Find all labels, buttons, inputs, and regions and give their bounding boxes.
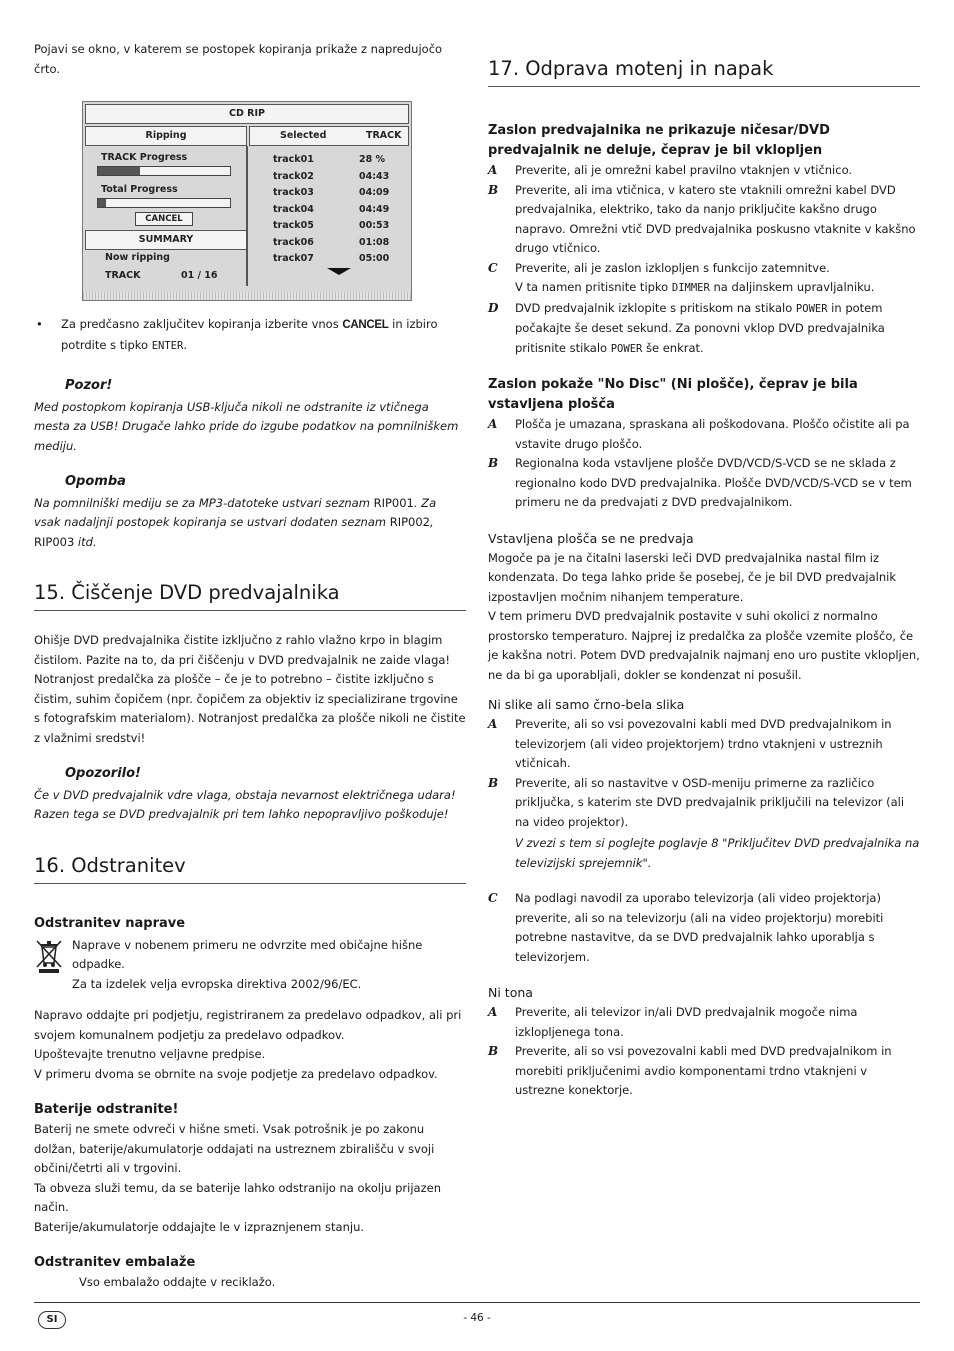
g5-item-a: [488, 1003, 920, 1042]
g2-heading: Zaslon pokaže "No Disc" (Ni plošče), čeprav je bila vstavljena plošča: [488, 377, 858, 412]
s16-p5: Ta obveza služi temu, da se baterije lahko odstranijo na okolju prijazen način.: [34, 1180, 441, 1214]
screen-ripping-header: Ripping: [85, 126, 247, 146]
bullet-text: in izbiro potrdite s tipko: [61, 317, 438, 352]
s16-p6: Baterije/akumulatorje oddajajte le v izpraznjenem stanju.: [34, 1219, 365, 1234]
g5-item-b: [488, 1042, 920, 1101]
pozor-title: Pozor!: [65, 378, 113, 393]
bullet-text: .: [183, 337, 187, 352]
screen-track-value: 28 %: [359, 154, 386, 165]
letter-a: A: [488, 1005, 498, 1019]
s16-sub-device: Odstranitev naprave: [34, 915, 186, 931]
g4-heading: Ni slike ali samo črno-bela slika: [488, 697, 685, 712]
opomba-text-part: ,: [430, 515, 434, 529]
g3-p1: Mogoče pa je na čitalni laserski leči DVD predvajalnika nastal film iz kondenzata. Do tega lahko pride še posebej, če je bil DVD predvajalnik izpostavljen močnim nihanjem temperature.: [488, 550, 896, 604]
keyword-power: POWER: [610, 342, 643, 355]
item-text: Na podlagi navodil za uporabo televizorja (ali video projektorja) preverite, ali so na televizorju (ali na video projektorju) morebiti potrebne nastavitve, da se DVD predvajalnik lahko uporablja s televizorjem.: [515, 891, 884, 964]
cd-rip-screenshot: [82, 101, 412, 301]
g1-item-a: [488, 161, 920, 181]
page-number: - 46 -: [463, 1312, 491, 1324]
g1-item-d: [488, 299, 920, 360]
item-text: Preverite, ali ima vtičnica, v katero ste vtaknili omrežni kabel DVD predvajalnika, elektriko, tako da nanjo priključite kakšno drugo napravo. Omrežni vtič DVD predvajalnika poskusno vtaknite v kakšno drugo vtičnico.: [515, 182, 916, 255]
keyword-power: POWER: [795, 302, 828, 315]
screen-track-value: 05:00: [359, 253, 390, 264]
g4-item-b: [488, 774, 920, 833]
g1-heading: Zaslon predvajalnika ne prikazuje ničesar/DVD predvajalnik ne deluje, čeprav je bil vklopljen: [488, 123, 830, 158]
item-text: Preverite, ali je zaslon izklopljen s funkcijo zatemnitve.: [515, 260, 830, 275]
screen-track-value: 04:43: [359, 170, 390, 182]
screen-track-count: 01 / 16: [181, 270, 218, 281]
s16-sub-batteries: Baterije odstranite!: [34, 1102, 179, 1117]
pozor-text: Med postopkom kopiranja USB-ključa nikoli ne odstranite iz vtičnega mesta za USB! Drugače lahko pride do izgube podatkov na pomnilniškem mediju.: [34, 399, 459, 453]
opomba-title: Opomba: [65, 474, 126, 489]
item-text: V ta namen pritisnite tipko: [515, 280, 672, 294]
bullet-keyword-enter: ENTER: [151, 339, 184, 352]
s16-p4: Baterij ne smete odvreči v hišne smeti. Vsak potrošnik je po zakonu dolžan, baterije/akumulatorje oddajati na ustreznem zbirališču v svoji občini/četrti ali v trgovini.: [34, 1122, 435, 1175]
screen-now-ripping: Now ripping: [105, 252, 170, 263]
screen-track-name: track05: [273, 220, 314, 231]
screen-cancel-button[interactable]: CANCEL: [135, 212, 193, 226]
g3-heading: Vstavljena plošča se ne predvaja: [488, 530, 694, 546]
s16-p7: Vso embalažo oddajte v reciklažo.: [79, 1275, 276, 1289]
weee-text-1: Naprave v nobenem primeru ne odvrzite med običajne hišne odpadke.: [72, 937, 423, 971]
scroll-down-arrow-icon[interactable]: [327, 268, 351, 275]
weee-text-2: Za ta izdelek velja evropska direktiva 2002/96/EC.: [72, 976, 362, 991]
g4-item-a: [488, 715, 920, 774]
intro-text: Pojavi se okno, v katerem se postopek kopiranja prikaže z napredujočo črto.: [34, 42, 443, 76]
screen-divider: [246, 146, 248, 286]
item-text: in potem počakajte še deset sekund. Za ponovni vklop DVD predvajalnika pritisnite stikalo: [515, 300, 885, 355]
g4-b-note: V zvezi s tem si poglejte poglavje 8 "Priključitev DVD predvajalnika na televizijski sprejemnik".: [515, 836, 920, 870]
screen-track-value: 00:53: [359, 220, 390, 231]
language-badge: SI: [38, 1311, 66, 1329]
section-17-title: 17. Odprava motenj in napak: [488, 56, 920, 87]
footer-rule: [34, 1302, 920, 1303]
screen-track-progress-bar: [97, 166, 231, 176]
letter-c: C: [488, 260, 498, 275]
s16-p3: V primeru dvoma se obrnite na svoje podjetje za predelavo odpadkov.: [34, 1066, 438, 1081]
weee-notice: [34, 936, 466, 995]
letter-b: B: [488, 456, 499, 470]
section-15-title: 15. Čiščenje DVD predvajalnika: [34, 580, 466, 611]
item-text: Preverite, ali so vsi povezovalni kabli med DVD predvajalnikom in morebiti priključenimi avdio komponentami trdno vtaknjeni v ustrezne konektorje.: [515, 1044, 892, 1097]
g5-heading: Ni tona: [488, 985, 533, 1000]
opomba-keyword: RIP003: [34, 534, 75, 549]
item-text: Regionalna koda vstavljene plošče DVD/VCD/S-VCD se ne sklada z regionalno kodo DVD predvajalnika. Plošče DVD/VCD/S-VCD se v tem primeru ne da predvajati z DVD predvajalnikom.: [515, 456, 912, 509]
g2-item-a: [488, 415, 920, 454]
letter-a: A: [488, 417, 498, 431]
total-progress-fill: [98, 199, 106, 207]
screen-track-name: track03: [273, 187, 314, 198]
g1-item-b: [488, 181, 920, 259]
letter-a: A: [488, 717, 498, 731]
keyword-dimmer: DIMMER: [671, 282, 710, 294]
item-text: Plošča je umazana, spraskana ali poškodovana. Ploščo očistite ali pa vstavite drugo ploščo.: [515, 417, 910, 451]
bullet-dot: •: [36, 317, 43, 331]
g4-item-c: [488, 889, 920, 967]
item-text: Preverite, ali so vsi povezovalni kabli med DVD predvajalnikom in televizorjem (ali video projektorjem) trdno vtaknjeni v ustreznih vtičnicah.: [515, 717, 892, 770]
bullet-keyword-cancel: CANCEL: [342, 319, 389, 331]
screen-track-name: track01: [273, 154, 314, 165]
screen-selected-header: [249, 126, 409, 146]
item-text: Preverite, ali televizor in/ali DVD predvajalnik mogoče nima izklopljenega tona.: [515, 1005, 858, 1039]
screen-track-name: track02: [273, 170, 314, 182]
screen-track-progress-label: TRACK Progress: [101, 152, 188, 163]
letter-b: B: [488, 775, 499, 790]
screen-track-label: TRACK: [366, 130, 402, 141]
item-text: DVD predvajalnik izklopite s pritiskom na stikalo: [515, 300, 796, 315]
opomba-keyword: RIP001: [373, 495, 414, 510]
screen-track-value: 01:08: [359, 236, 390, 248]
opozorilo-text: Če v DVD predvajalnik vdre vlaga, obstaja nevarnost električnega udara! Razen tega se DVD predvajalnik pri tem lahko nepopravljivo poškoduje!: [34, 787, 456, 821]
cancel-bullet: [34, 315, 466, 356]
s15-p1: Ohišje DVD predvajalnika čistite izključno z rahlo vlažno krpo in blagim čistilom. Pazite na to, da pri čiščenju v DVD predvajalnik ne zaide vlaga!: [34, 633, 451, 667]
s15-p2: Notranjost predalčka za plošče – če je to potrebno – čistite izključno s čistim, suhim čopičem (npr. čopičem za objektiv iz specializirane trgovine s fotografskim materialom). Notranjost predalčka za plošče nikoli ne čistite z vlažnimi sredstvi!: [34, 672, 466, 745]
track-progress-fill: [98, 167, 140, 175]
screen-track-name: track07: [273, 253, 314, 264]
g3-p2: V tem primeru DVD predvajalnik postavite v suhi okolici z normalno prostorsko temperaturo. Najprej iz predalčka za plošče vzemite ploščo, če je kakšna notri. Potem DVD predvajalnik najmanj eno uro pustite vklopljen, ne da bi ga uporabljali, dokler se kondenzat ni posušil.: [488, 609, 920, 682]
left-column: [34, 40, 466, 1293]
right-column: [488, 56, 920, 1101]
letter-b: B: [488, 182, 499, 197]
item-text: Preverite, ali je omrežni kabel pravilno vtaknjen v vtičnico.: [515, 163, 853, 177]
s16-p2: Upoštevajte trenutno veljavne predpise.: [34, 1047, 266, 1061]
screen-track-footer-label: TRACK: [105, 270, 141, 281]
bullet-text: Za predčasno zaključitev kopiranja izberite vnos: [61, 317, 343, 331]
letter-a: A: [488, 163, 498, 177]
s16-p1: Napravo oddajte pri podjetju, registriranem za predelavo odpadkov, ali pri svojem komunalnem podjetju za predelavo odpadkov.: [34, 1008, 462, 1042]
item-text: Preverite, ali so nastavitve v OSD-meniju primerne za različico priključka, s katerim ste DVD predvajalnik priključili na televizor (ali na video projektor).: [515, 775, 905, 829]
opomba-text-part: Na pomnilniški mediju se za MP3-datoteke ustvari seznam: [34, 495, 374, 510]
s16-sub-packaging: Odstranitev embalaže: [34, 1255, 196, 1270]
g1-item-c: [488, 259, 920, 299]
opomba-text-part: . Za vsak nadaljnji postopek kopiranja se ustvari dodaten seznam: [34, 495, 437, 529]
letter-c: C: [488, 891, 498, 905]
opozorilo-title: Opozorilo!: [65, 766, 141, 781]
screen-total-progress-bar: [97, 198, 231, 208]
screen-scanlines: [83, 292, 411, 300]
section-16-title: 16. Odstranitev: [34, 853, 466, 884]
opomba-text: [34, 494, 466, 553]
screen-total-progress-label: Total Progress: [101, 184, 178, 195]
item-text: na daljinskem upravljalniku.: [709, 280, 875, 294]
weee-crossed-bin-icon: [34, 938, 64, 981]
screen-summary-button[interactable]: SUMMARY: [85, 230, 247, 250]
screen-track-name: track04: [273, 203, 314, 215]
screen-title: CD RIP: [85, 104, 409, 124]
item-text: še enkrat.: [642, 340, 704, 355]
opomba-keyword: RIP002: [389, 515, 431, 529]
letter-d: D: [488, 300, 499, 315]
screen-track-value: 04:49: [359, 203, 390, 215]
opomba-text-part: itd.: [74, 534, 97, 549]
g2-item-b: [488, 454, 920, 513]
screen-selected-label: Selected: [280, 130, 327, 141]
letter-b: B: [488, 1044, 499, 1058]
screen-track-value: 04:09: [359, 187, 390, 198]
screen-track-name: track06: [273, 236, 314, 248]
